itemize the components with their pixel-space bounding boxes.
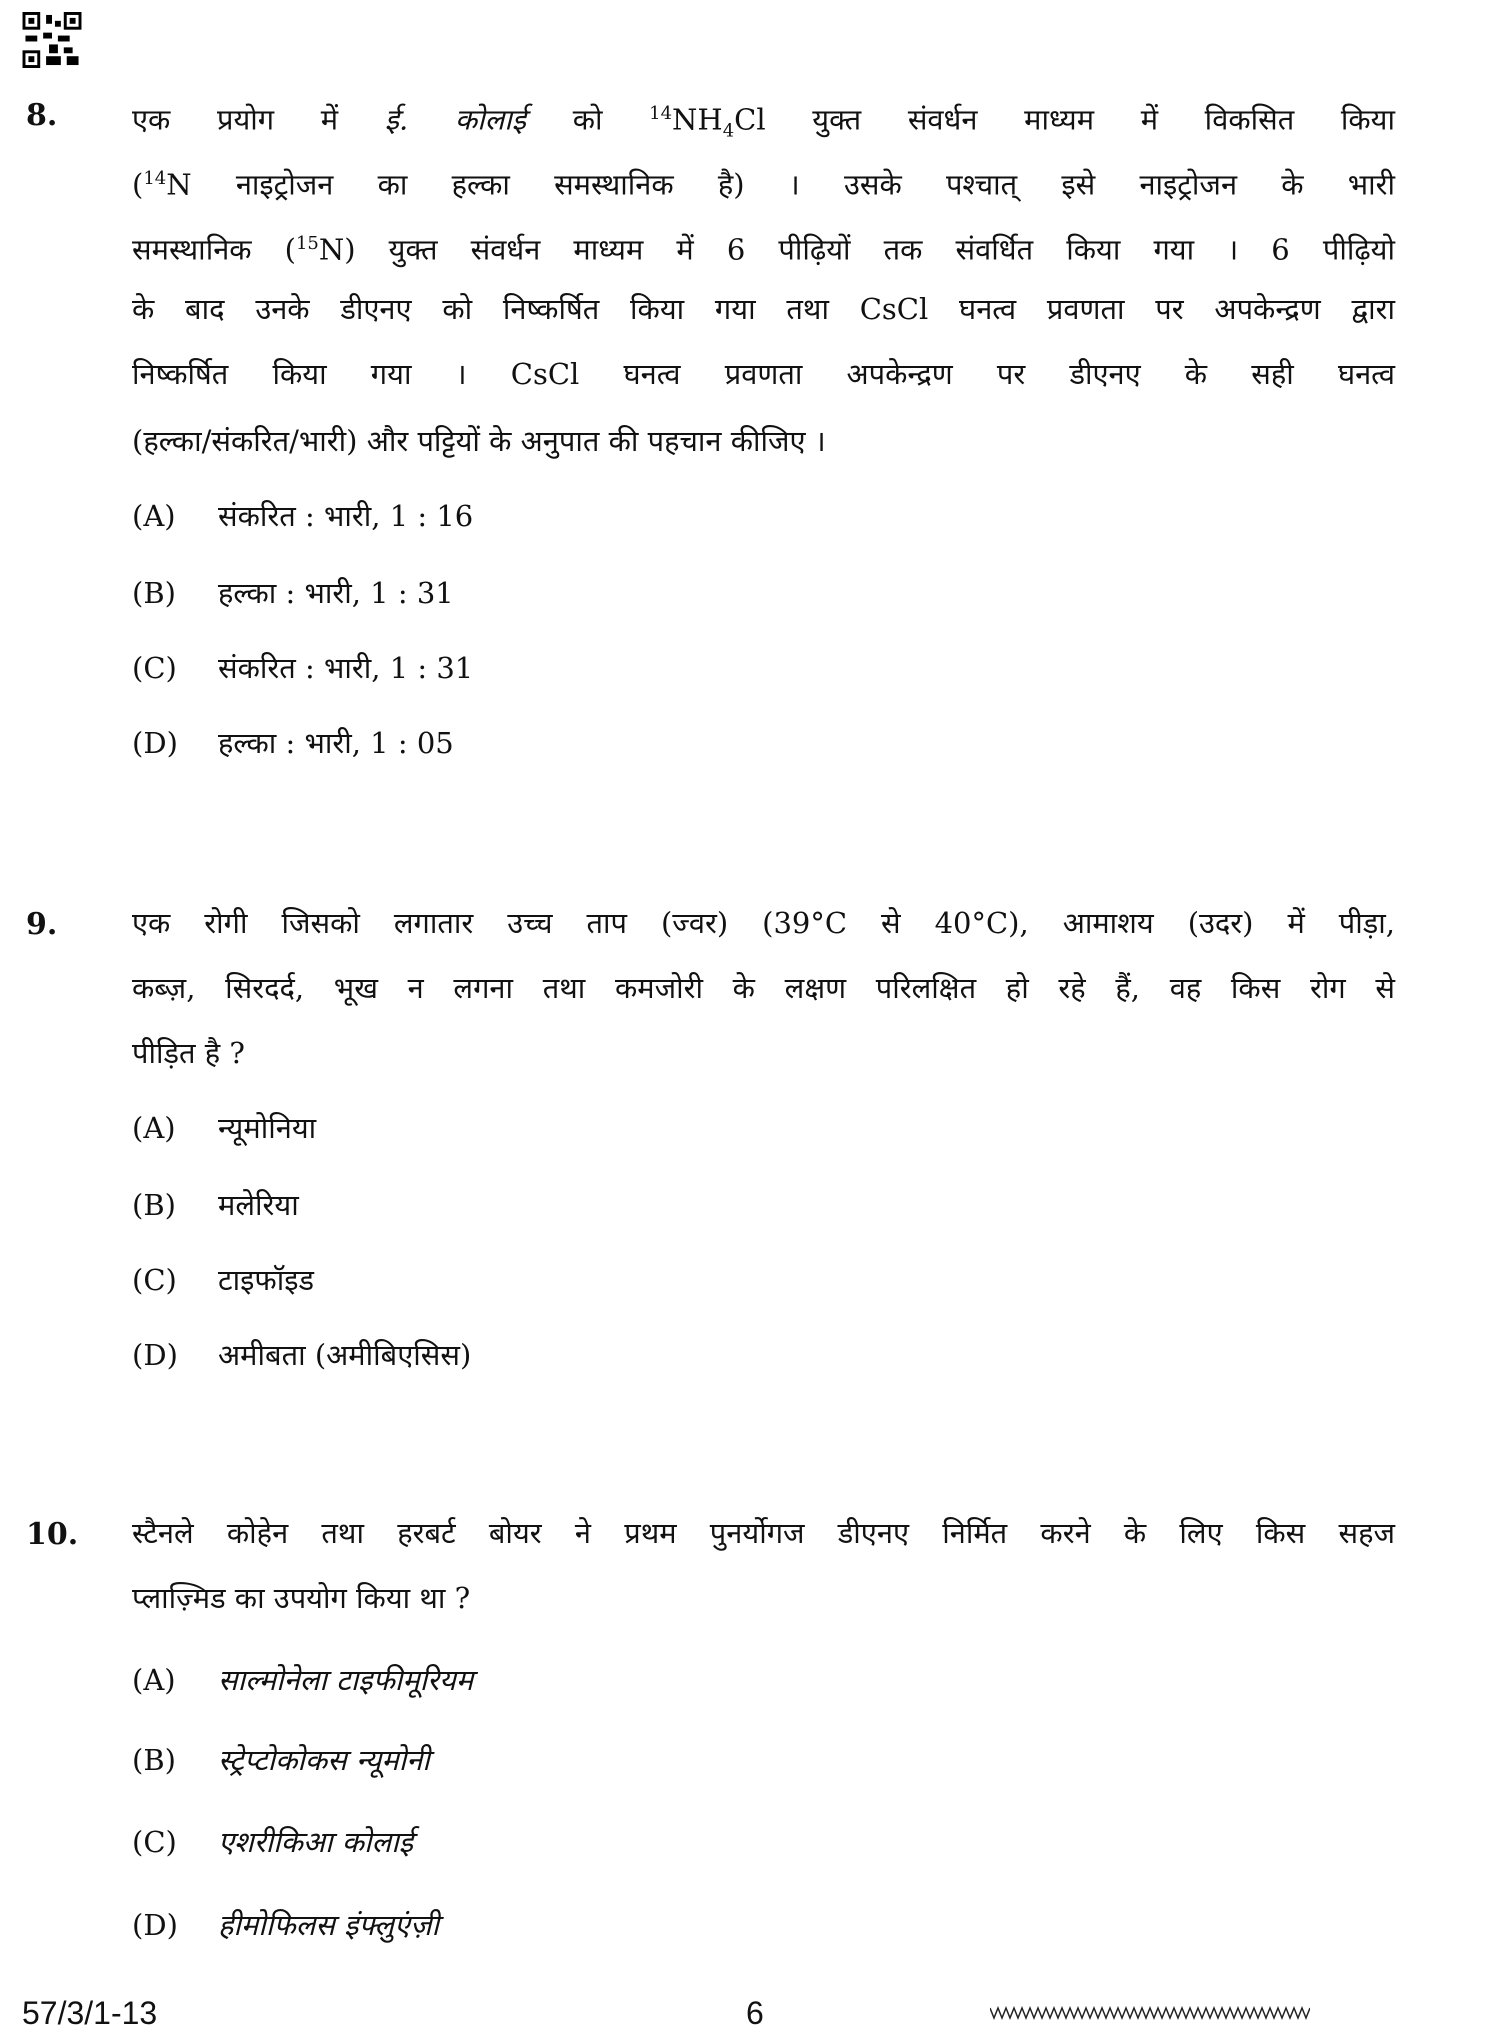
question-text-line: ($^{14}$N नाइट्रोजन का हल्का समस्थानिक है) । उसके पश्चात् इसे नाइट्रोजन के भारी: [132, 167, 1395, 202]
option-a[interactable]: (A) न्यूमोनिया: [132, 1111, 317, 1145]
option-d[interactable]: (D) अमीबता (अमीबिएसिस): [132, 1338, 472, 1372]
option-b[interactable]: (B) हल्का : भारी, 1 : 31: [132, 576, 454, 610]
question-text-line: एक प्रयोग में ई. कोलाई को $^{14}NH_4Cl$ युक्त संवर्धन माध्यम में विकसित किया: [132, 102, 1395, 142]
option-d[interactable]: (D) हल्का : भारी, 1 : 05: [132, 726, 454, 760]
question-text-line: (हल्का/संकरित/भारी) और पट्टियों के अनुपात की पहचान कीजिए ।: [132, 424, 826, 458]
question-text-line: एक रोगी जिसको लगातार उच्च ताप (ज्वर) (39°C से 40°C), आमाशय (उदर) में पीड़ा,: [132, 906, 1395, 940]
question-text-line: स्टैनले कोहेन तथा हरबर्ट बोयर ने प्रथम पुनर्योगज डीएनए निर्मित करने के लिए किस सहज: [132, 1516, 1395, 1550]
question-text-line: निष्कर्षित किया गया । CsCl घनत्व प्रवणता अपकेन्द्रण पर डीएनए के सही घनत्व: [132, 357, 1395, 391]
question-text-line: के बाद उनके डीएनए को निष्कर्षित किया गया तथा CsCl घनत्व प्रवणता पर अपकेन्द्रण द्वारा: [132, 292, 1395, 326]
page-number: 6: [746, 1995, 764, 2031]
option-a[interactable]: (A) साल्मोनेला टाइफीमूरियम: [132, 1663, 474, 1697]
decorative-wave-line: [990, 2006, 1310, 2020]
question-text-line: पीड़ित है ?: [132, 1036, 245, 1070]
option-c[interactable]: (C) संकरित : भारी, 1 : 31: [132, 651, 474, 685]
question-number: 9.: [26, 907, 58, 942]
option-b[interactable]: (B) स्ट्रेप्टोकोकस न्यूमोनी: [132, 1743, 430, 1777]
option-d[interactable]: (D) हीमोफिलस इंफ्लुएंज़ी: [132, 1908, 439, 1942]
option-c[interactable]: (C) टाइफॉइड: [132, 1263, 314, 1297]
question-number: 10.: [26, 1517, 79, 1552]
question-text-line: समस्थानिक ($^{15}$N) युक्त संवर्धन माध्यम में 6 पीढ़ियों तक संवर्धित किया गया । 6 पीढ़ियो: [132, 232, 1395, 267]
question-number: 8.: [26, 98, 58, 133]
question-text-line: कब्ज़, सिरदर्द, भूख न लगना तथा कमजोरी के लक्षण परिलक्षित हो रहे हैं, वह किस रोग से: [132, 971, 1395, 1005]
paper-code: 57/3/1-13: [22, 1995, 158, 2031]
option-a[interactable]: (A) संकरित : भारी, 1 : 16: [132, 499, 474, 533]
option-c[interactable]: (C) एशरीकिआ कोलाई: [132, 1825, 413, 1859]
question-text-line: प्लाज़्मिड का उपयोग किया था ?: [132, 1581, 471, 1615]
qr-code: [22, 12, 82, 68]
option-b[interactable]: (B) मलेरिया: [132, 1188, 299, 1222]
